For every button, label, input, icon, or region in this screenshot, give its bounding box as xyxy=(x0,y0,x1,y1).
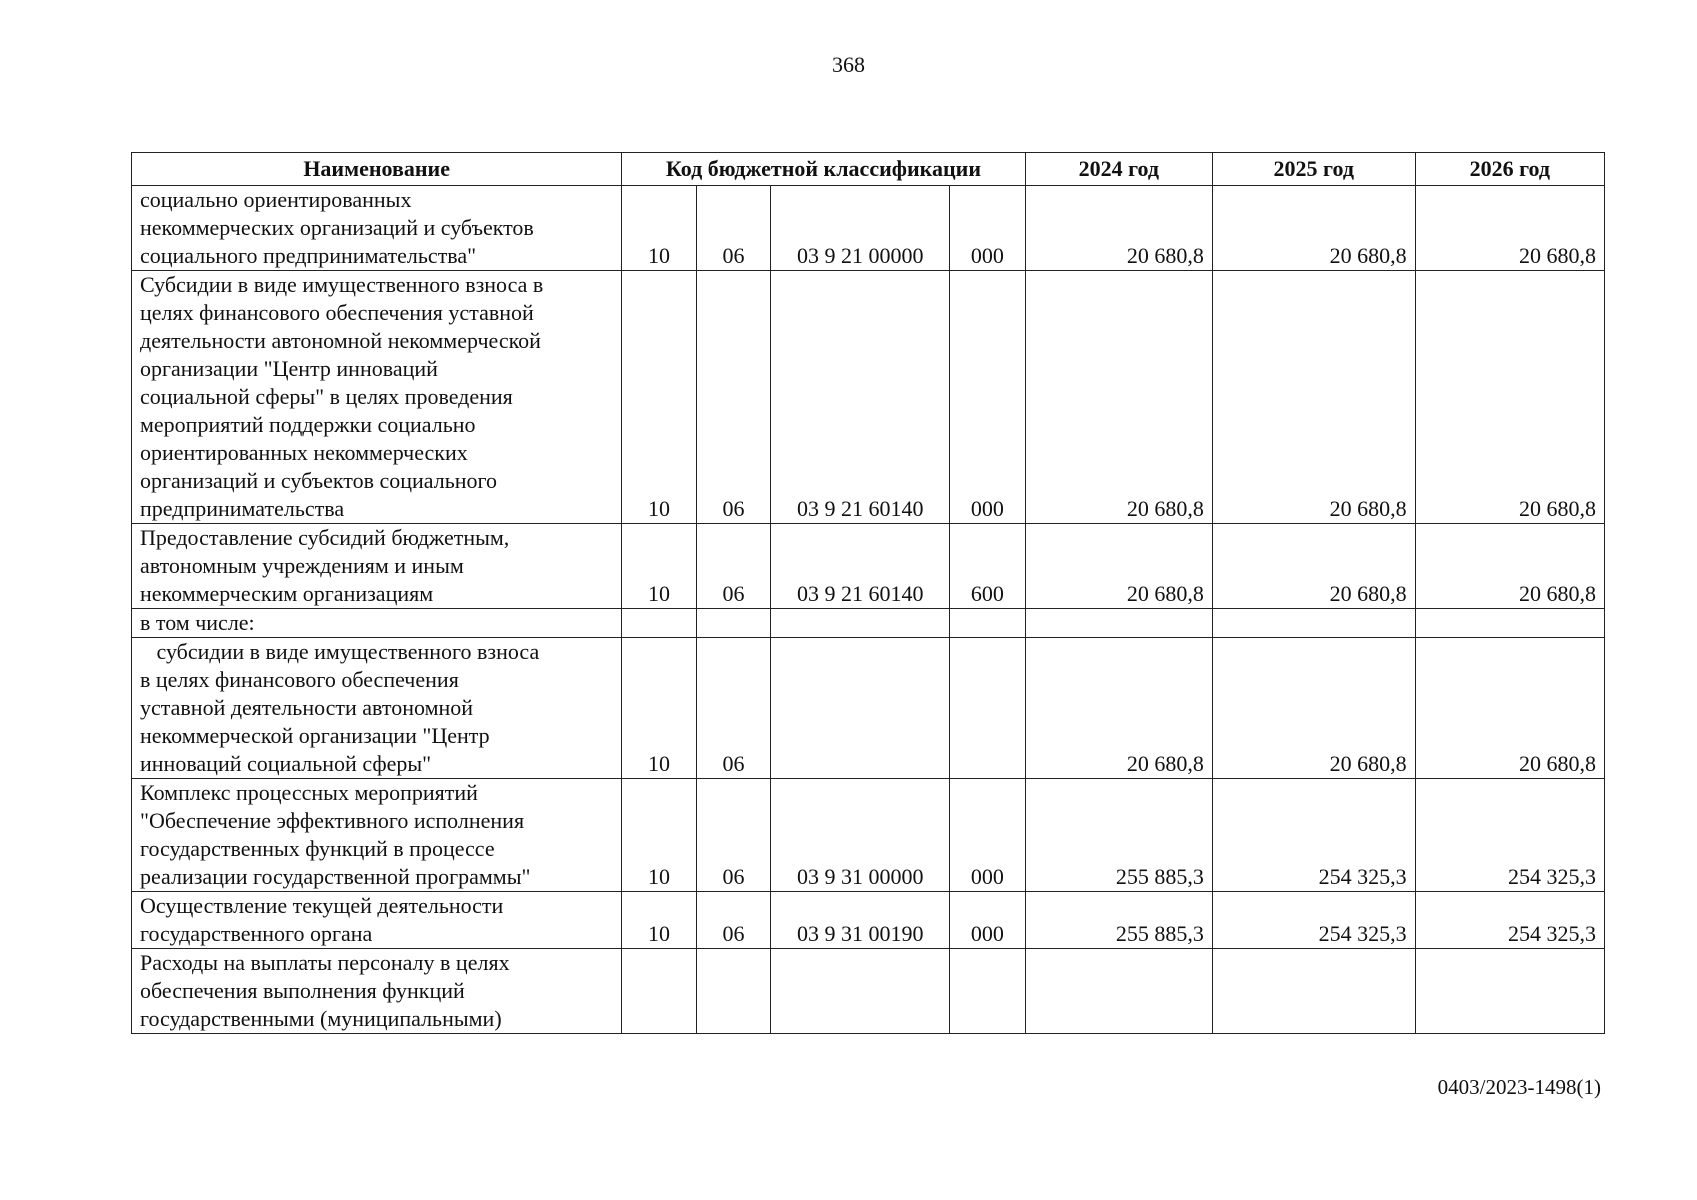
row-subsection-code xyxy=(696,609,770,638)
header-code: Код бюджетной классификации xyxy=(622,153,1025,186)
row-amount-2025 xyxy=(1212,609,1415,638)
row-section-code: 10 xyxy=(622,779,696,892)
row-name: Субсидии в виде имущественного взноса в целях финансового обеспечения уставной деятельности автономной некоммерческой организации "Центр инноваций социальной сферы" в целях проведения мероприятий поддержки социально ориентированных некоммерческих организаций и субъектов социального предпринимательства xyxy=(132,271,622,524)
row-section-code: 10 xyxy=(622,638,696,779)
row-expense-type-code: 000 xyxy=(950,892,1026,949)
row-name: Расходы на выплаты персоналу в целях обеспечения выполнения функций государственными (муниципальными) xyxy=(132,949,622,1034)
row-amount-2025 xyxy=(1212,949,1415,1034)
row-amount-2026 xyxy=(1415,609,1604,638)
row-amount-2024 xyxy=(1025,609,1212,638)
row-section-code: 10 xyxy=(622,892,696,949)
row-amount-2026: 20 680,8 xyxy=(1415,524,1604,609)
budget-table xyxy=(131,152,1605,1034)
row-subsection-code: 06 xyxy=(696,271,770,524)
table-row xyxy=(132,949,1605,1034)
page-number: 368 xyxy=(832,52,865,77)
row-section-code xyxy=(622,609,696,638)
header-2025: 2025 год xyxy=(1212,153,1415,186)
row-amount-2024: 255 885,3 xyxy=(1025,892,1212,949)
table-row xyxy=(132,779,1605,892)
row-amount-2026: 20 680,8 xyxy=(1415,186,1604,271)
row-amount-2025: 254 325,3 xyxy=(1212,892,1415,949)
row-amount-2025: 20 680,8 xyxy=(1212,638,1415,779)
table-row xyxy=(132,609,1605,638)
header-2026: 2026 год xyxy=(1415,153,1604,186)
row-amount-2024 xyxy=(1025,949,1212,1034)
row-target-article-code xyxy=(771,638,950,779)
row-target-article-code: 03 9 21 60140 xyxy=(771,271,950,524)
table-row xyxy=(132,271,1605,524)
row-section-code: 10 xyxy=(622,271,696,524)
header-name: Наименование xyxy=(132,153,622,186)
row-amount-2024: 255 885,3 xyxy=(1025,779,1212,892)
table-row xyxy=(132,638,1605,779)
row-expense-type-code xyxy=(950,949,1026,1034)
row-target-article-code: 03 9 21 00000 xyxy=(771,186,950,271)
row-subsection-code xyxy=(696,949,770,1034)
row-amount-2025: 20 680,8 xyxy=(1212,186,1415,271)
table-row xyxy=(132,186,1605,271)
row-amount-2024: 20 680,8 xyxy=(1025,186,1212,271)
row-amount-2024: 20 680,8 xyxy=(1025,271,1212,524)
row-section-code xyxy=(622,949,696,1034)
row-name: Комплекс процессных мероприятий "Обеспечение эффективного исполнения государственных функций в процессе реализации государственной программы" xyxy=(132,779,622,892)
row-amount-2025: 254 325,3 xyxy=(1212,779,1415,892)
row-name: социально ориентированных некоммерческих организаций и субъектов социального предпринимательства" xyxy=(132,186,622,271)
row-amount-2024: 20 680,8 xyxy=(1025,638,1212,779)
row-target-article-code xyxy=(771,949,950,1034)
row-name: Предоставление субсидий бюджетным, автономным учреждениям и иным некоммерческим организациям xyxy=(132,524,622,609)
row-amount-2025: 20 680,8 xyxy=(1212,271,1415,524)
row-amount-2026: 254 325,3 xyxy=(1415,892,1604,949)
row-expense-type-code: 000 xyxy=(950,779,1026,892)
table-row xyxy=(132,892,1605,949)
row-subsection-code: 06 xyxy=(696,186,770,271)
row-amount-2025: 20 680,8 xyxy=(1212,524,1415,609)
table-header-row xyxy=(132,153,1605,186)
row-name: в том числе: xyxy=(132,609,622,638)
row-subsection-code: 06 xyxy=(696,779,770,892)
row-expense-type-code: 600 xyxy=(950,524,1026,609)
row-expense-type-code xyxy=(950,609,1026,638)
row-target-article-code xyxy=(771,609,950,638)
row-subsection-code: 06 xyxy=(696,524,770,609)
header-2024: 2024 год xyxy=(1025,153,1212,186)
row-expense-type-code: 000 xyxy=(950,271,1026,524)
row-section-code: 10 xyxy=(622,524,696,609)
row-name: Осуществление текущей деятельности государственного органа xyxy=(132,892,622,949)
row-amount-2026 xyxy=(1415,949,1604,1034)
row-amount-2026: 254 325,3 xyxy=(1415,779,1604,892)
table-row xyxy=(132,524,1605,609)
row-target-article-code: 03 9 31 00190 xyxy=(771,892,950,949)
row-amount-2026: 20 680,8 xyxy=(1415,271,1604,524)
row-expense-type-code xyxy=(950,638,1026,779)
row-target-article-code: 03 9 21 60140 xyxy=(771,524,950,609)
row-amount-2026: 20 680,8 xyxy=(1415,638,1604,779)
row-expense-type-code: 000 xyxy=(950,186,1026,271)
row-name: субсидии в виде имущественного взноса в целях финансового обеспечения уставной деятельности автономной некоммерческой организации "Центр инноваций социальной сферы" xyxy=(132,638,622,779)
row-target-article-code: 03 9 31 00000 xyxy=(771,779,950,892)
row-subsection-code: 06 xyxy=(696,892,770,949)
document-registration-code: 0403/2023-1498(1) xyxy=(1437,1075,1601,1099)
row-amount-2024: 20 680,8 xyxy=(1025,524,1212,609)
row-subsection-code: 06 xyxy=(696,638,770,779)
row-section-code: 10 xyxy=(622,186,696,271)
